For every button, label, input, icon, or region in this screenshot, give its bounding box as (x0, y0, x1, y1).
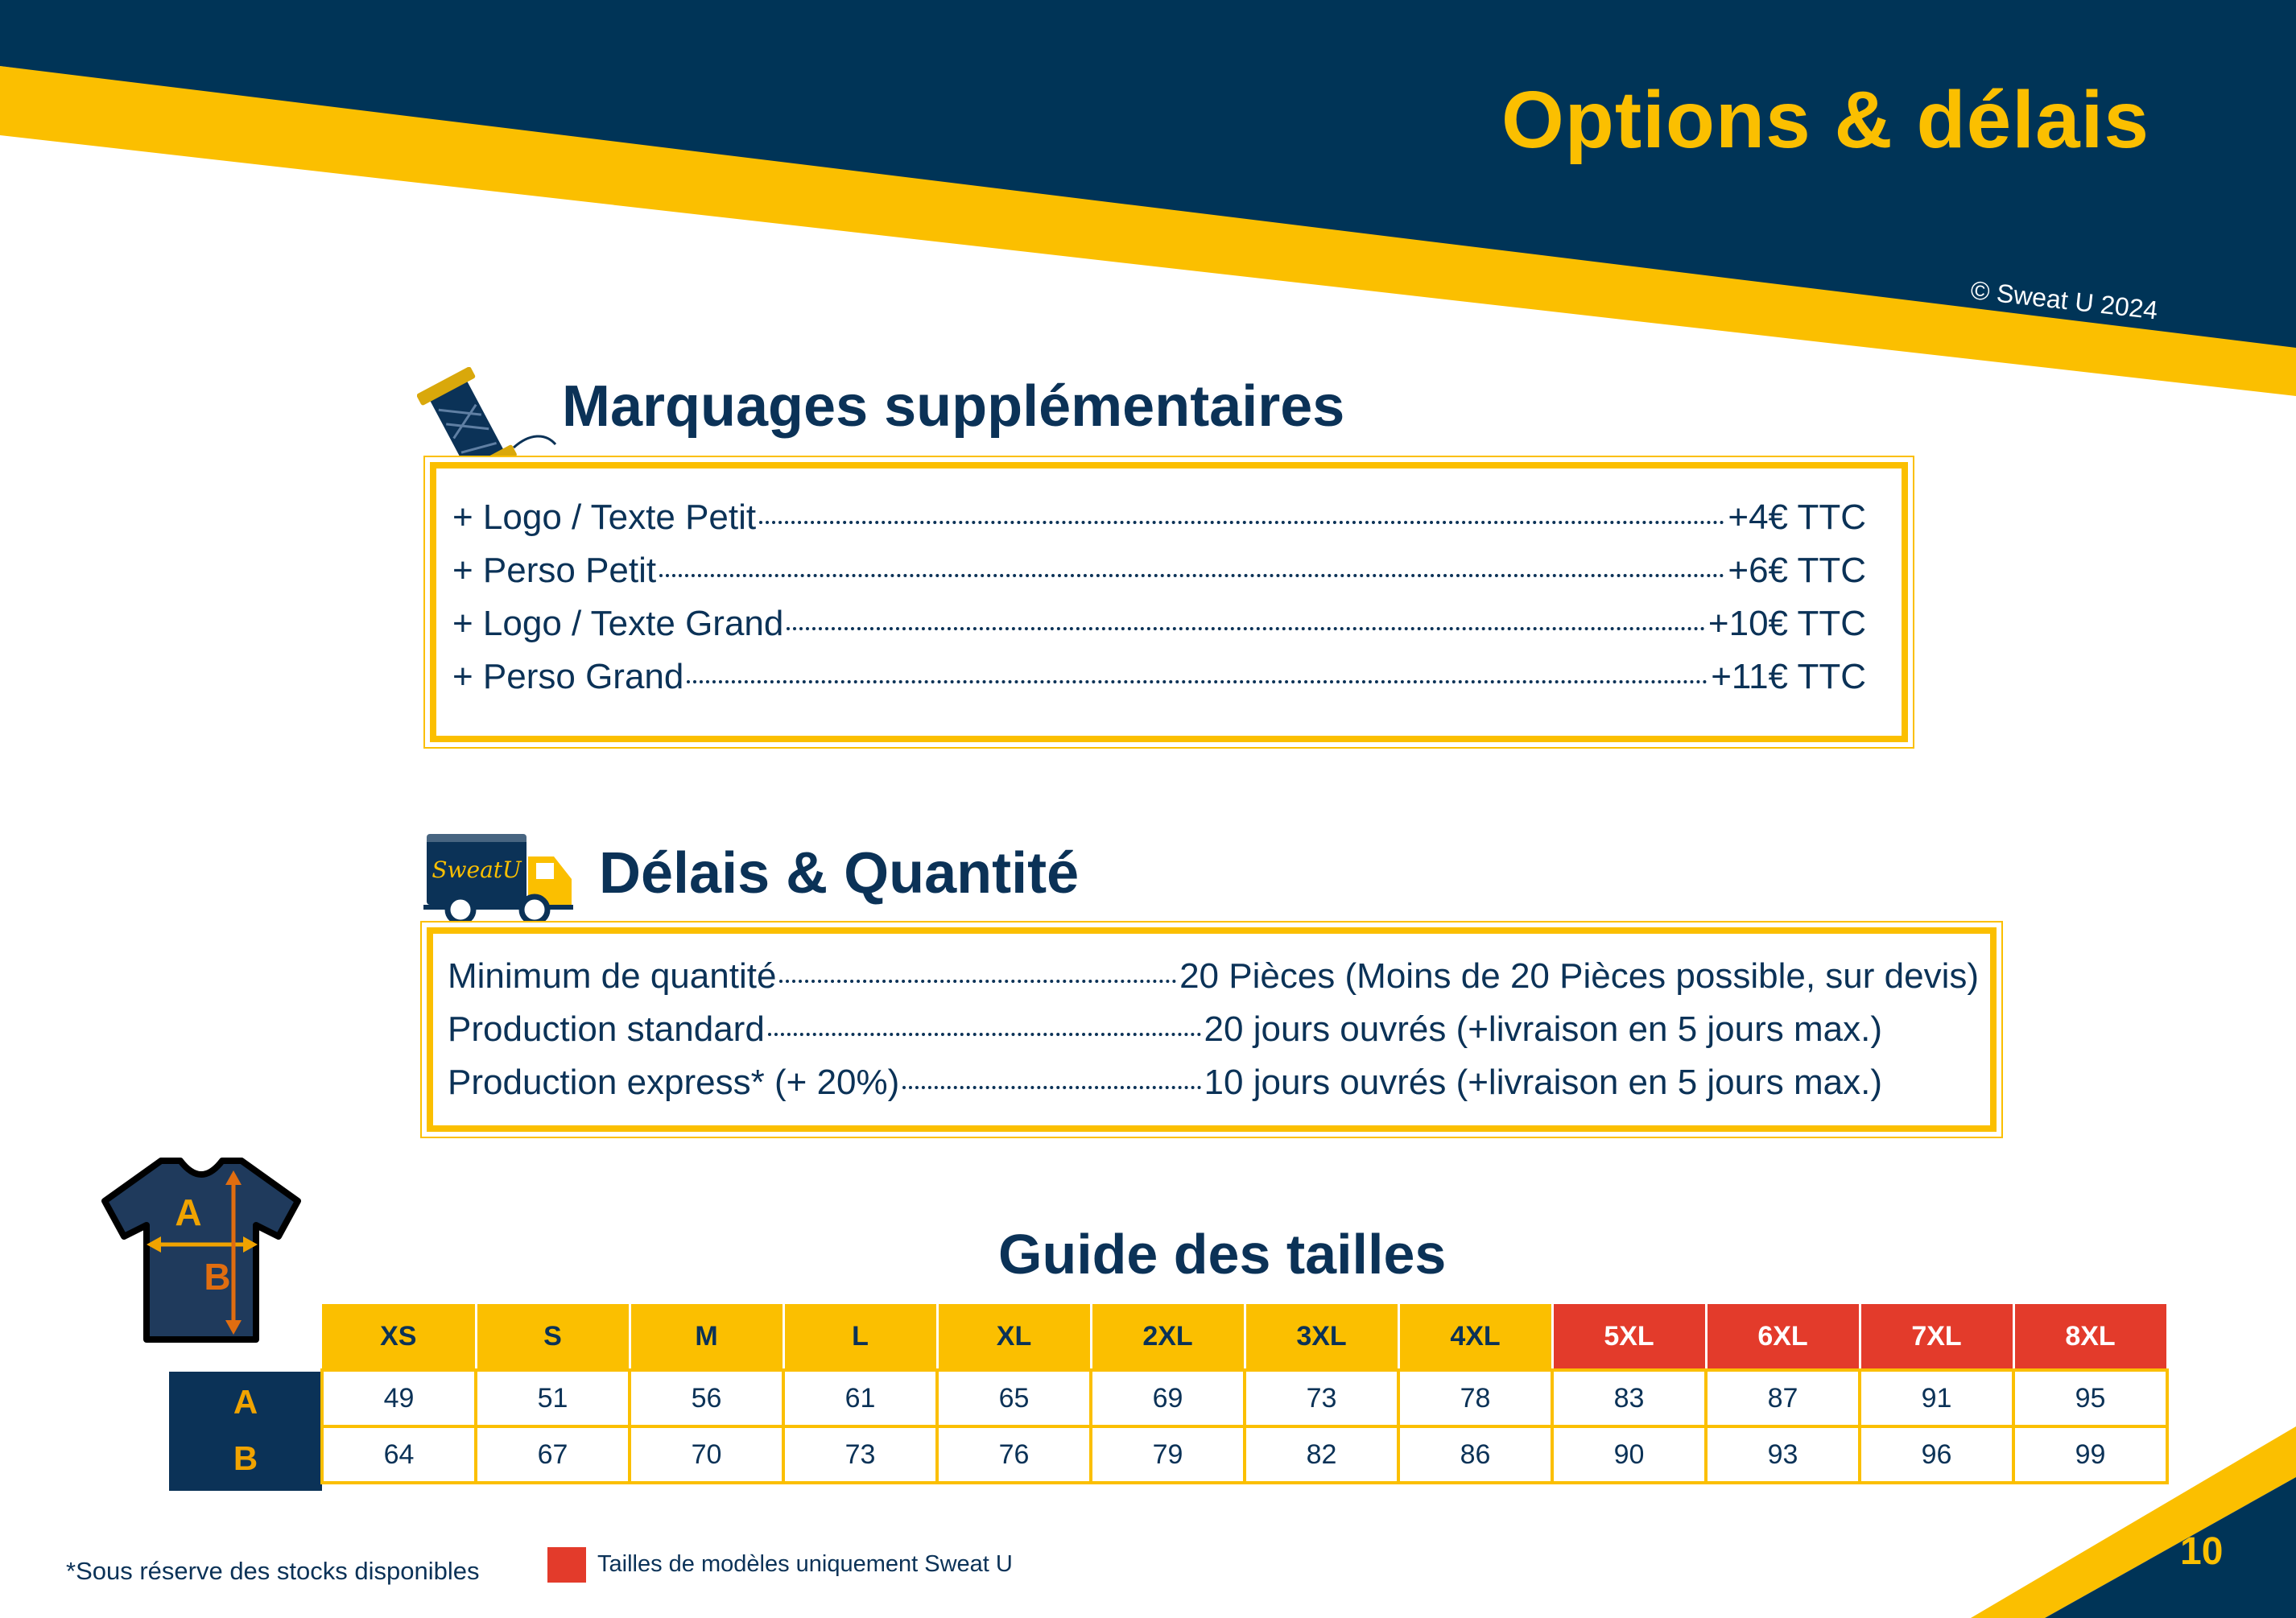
table-cell: 79 (1091, 1426, 1245, 1483)
price-row-value: +4€ TTC (1728, 497, 1866, 537)
delay-row-label: Production standard (448, 1009, 765, 1049)
copyright-text: © Sweat U 2024 (1969, 275, 2160, 325)
price-row (452, 657, 1866, 697)
table-row-a (322, 1370, 2167, 1426)
table-cell: 49 (322, 1370, 476, 1426)
size-header-8xl: 8XL (2013, 1304, 2167, 1370)
table-cell: 61 (783, 1370, 937, 1426)
size-header-3xl: 3XL (1245, 1304, 1398, 1370)
delay-row (448, 1009, 1882, 1050)
table-cell: 76 (937, 1426, 1091, 1483)
truck-logo-text: SweatU (432, 856, 522, 883)
price-row (452, 551, 1866, 591)
page-number: 10 (2180, 1530, 2224, 1573)
price-row-label: + Logo / Texte Petit (452, 497, 757, 537)
size-header-l: L (783, 1304, 937, 1370)
table-cell: 95 (2013, 1370, 2167, 1426)
section-title-delais: Délais & Quantité (599, 841, 1080, 906)
delay-row-label: Minimum de quantité (448, 956, 777, 996)
table-cell: 87 (1706, 1370, 1860, 1426)
dot-leader (768, 1033, 1201, 1036)
table-cell: 86 (1398, 1426, 1552, 1483)
table-cell: 69 (1091, 1370, 1245, 1426)
diagram-label-b: B (204, 1256, 231, 1298)
table-cell: 93 (1706, 1426, 1860, 1483)
page-title: Options & délais (1501, 75, 2149, 165)
diagram-label-a: A (175, 1191, 202, 1233)
size-header-m: M (630, 1304, 783, 1370)
price-row (452, 497, 1866, 538)
delay-row-value: 10 jours ouvrés (+livraison en 5 jours max.) (1204, 1063, 1882, 1102)
size-table (320, 1304, 2169, 1484)
dot-leader (787, 627, 1705, 630)
table-cell: 83 (1552, 1370, 1706, 1426)
table-cell: 64 (322, 1426, 476, 1483)
size-header-xs: XS (322, 1304, 476, 1370)
row-label-b: B (233, 1439, 258, 1477)
legend-swatch-red (547, 1547, 586, 1583)
price-row-value: +11€ TTC (1711, 657, 1866, 696)
size-header-7xl: 7XL (1860, 1304, 2013, 1370)
table-cell: 78 (1398, 1370, 1552, 1426)
table-row-b (322, 1426, 2167, 1483)
dot-leader (779, 980, 1176, 983)
tshirt-measure-icon (100, 1156, 303, 1344)
table-cell: 65 (937, 1370, 1091, 1426)
delay-row-value: 20 jours ouvrés (+livraison en 5 jours max.) (1204, 1009, 1882, 1049)
price-row-label: + Perso Grand (452, 657, 684, 696)
stock-footnote: *Sous réserve des stocks disponibles (66, 1557, 480, 1585)
table-cell: 90 (1552, 1426, 1706, 1483)
size-guide-title: Guide des tailles (998, 1223, 1447, 1286)
size-header-5xl: 5XL (1552, 1304, 1706, 1370)
size-header-6xl: 6XL (1706, 1304, 1860, 1370)
row-labels-column (169, 1372, 322, 1491)
price-row-label: + Logo / Texte Grand (452, 604, 784, 643)
delay-row-value: 20 Pièces (Moins de 20 Pièces possible, sur devis) (1179, 956, 1979, 996)
price-row (452, 604, 1866, 644)
delay-row (448, 1063, 1882, 1103)
size-header-4xl: 4XL (1398, 1304, 1552, 1370)
price-row-label: + Perso Petit (452, 551, 657, 590)
size-header-2xl: 2XL (1091, 1304, 1245, 1370)
table-cell: 99 (2013, 1426, 2167, 1483)
price-row-value: +6€ TTC (1728, 551, 1866, 590)
table-cell: 56 (630, 1370, 783, 1426)
delivery-truck-icon (423, 829, 573, 924)
dot-leader (759, 521, 1724, 524)
size-header-row (322, 1304, 2167, 1370)
row-label-a: A (233, 1383, 258, 1421)
legend-text: Tailles de modèles uniquement Sweat U (597, 1551, 1013, 1577)
table-cell: 82 (1245, 1426, 1398, 1483)
size-header-xl: XL (937, 1304, 1091, 1370)
dot-leader (687, 680, 1708, 683)
table-cell: 67 (476, 1426, 630, 1483)
table-cell: 51 (476, 1370, 630, 1426)
size-header-s: S (476, 1304, 630, 1370)
delay-row (448, 956, 1979, 997)
section-title-marquages: Marquages supplémentaires (562, 374, 1345, 439)
table-cell: 73 (783, 1426, 937, 1483)
table-cell: 73 (1245, 1370, 1398, 1426)
delay-row-label: Production express* (+ 20%) (448, 1063, 900, 1102)
table-cell: 91 (1860, 1370, 2013, 1426)
table-cell: 96 (1860, 1426, 2013, 1483)
price-row-value: +10€ TTC (1708, 604, 1866, 643)
table-cell: 70 (630, 1426, 783, 1483)
dot-leader (902, 1086, 1200, 1089)
dot-leader (659, 574, 1724, 577)
